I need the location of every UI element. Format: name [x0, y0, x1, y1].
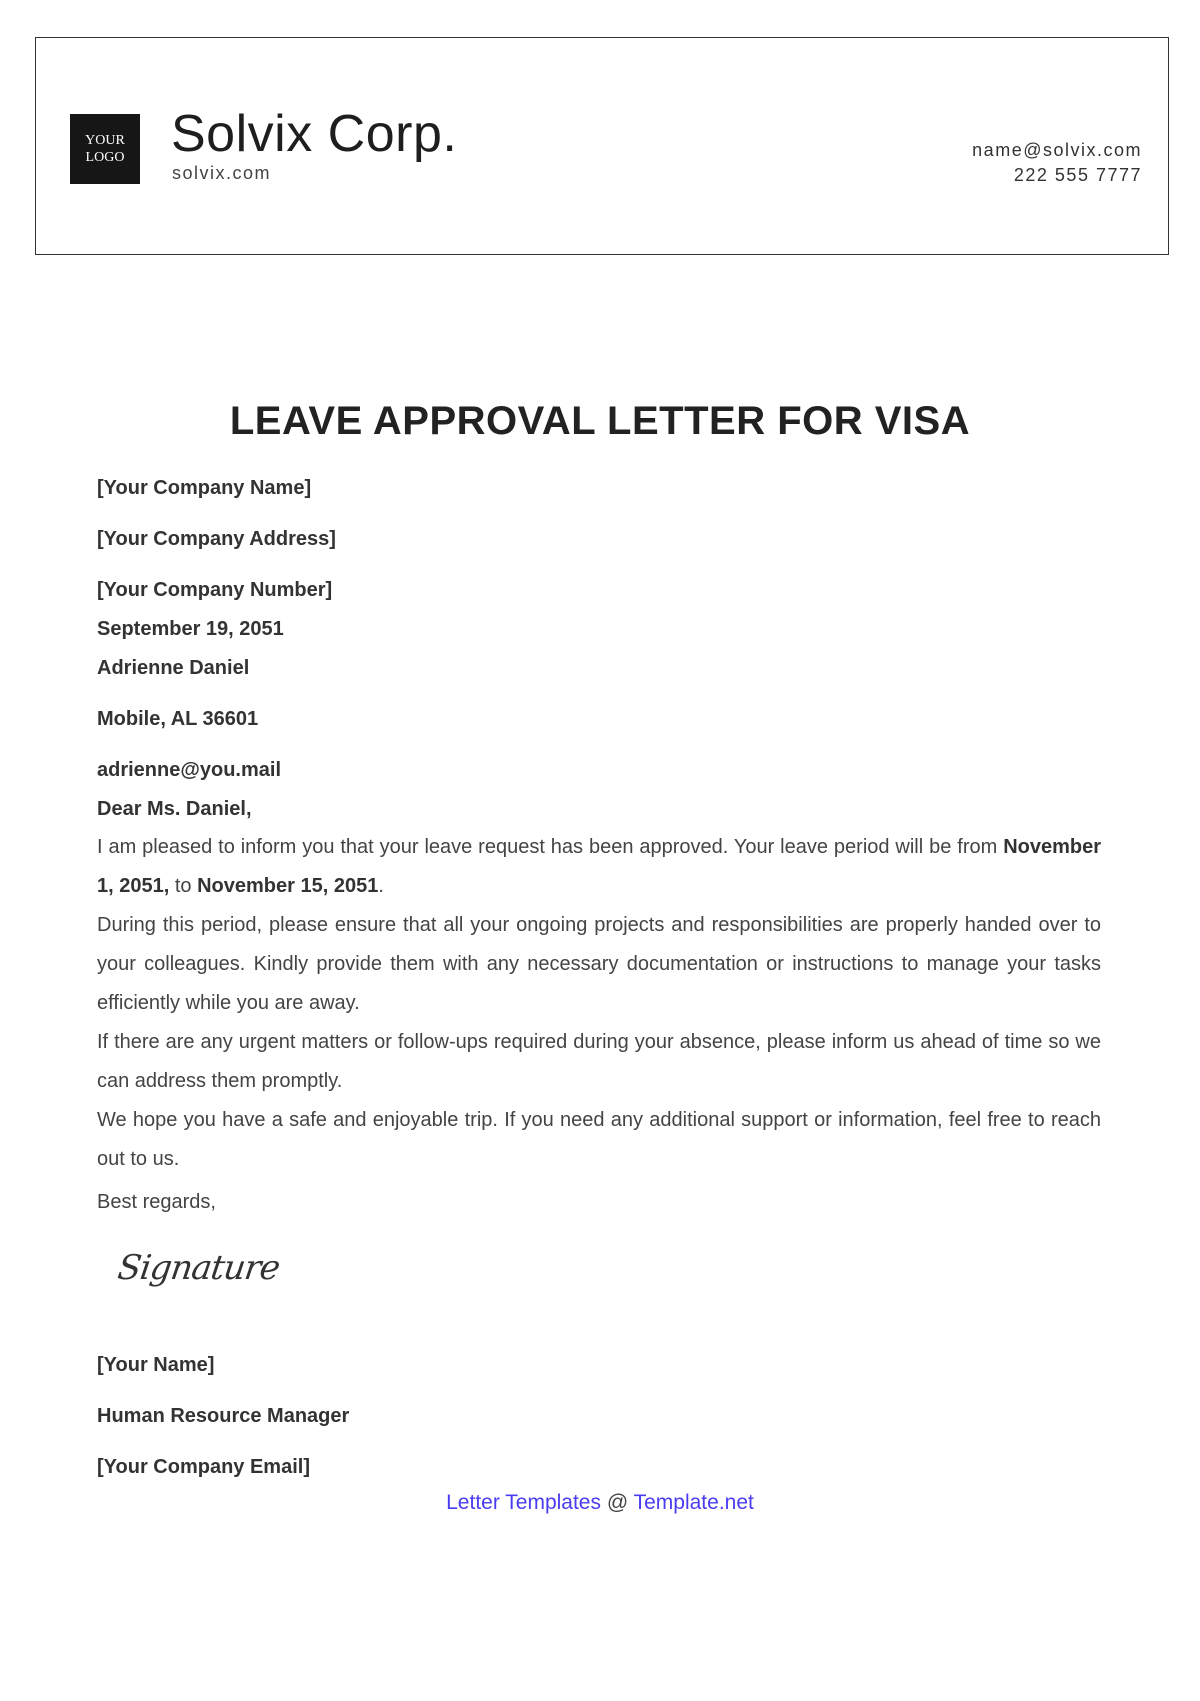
p1-text-a: I am pleased to inform you that your leave request has been approved. Your leave period will be from — [97, 836, 1004, 858]
recipient-email: adrienne@you.mail — [97, 759, 281, 781]
letterhead-contact — [972, 138, 1142, 188]
signoff-role: Human Resource Manager — [97, 1405, 350, 1427]
letterhead — [35, 37, 1169, 255]
sender-company-address: [Your Company Address] — [97, 528, 336, 550]
letter-title: LEAVE APPROVAL LETTER FOR VISA — [229, 399, 971, 443]
template-net-link[interactable]: Template.net — [633, 1491, 754, 1514]
company-logo — [70, 114, 140, 184]
footer-separator: @ — [601, 1491, 634, 1514]
signoff-email: [Your Company Email] — [97, 1456, 310, 1478]
footer-credit — [0, 1489, 1200, 1517]
p1-text-b: to — [169, 875, 198, 897]
recipient-city: Mobile, AL 36601 — [97, 708, 259, 730]
letter-templates-link[interactable]: Letter Templates — [446, 1491, 601, 1514]
company-website: solvix.com — [172, 163, 272, 183]
logo-text-line1: YOUR — [85, 133, 125, 148]
salutation: Dear Ms. Daniel, — [97, 798, 252, 820]
body-paragraph-2: During this period, please ensure that all your ongoing projects and responsibilities are properly handed over to your colleagues. Kindly provide them with any necessary documentation or instructions to manage your tasks efficiently while you are away. — [97, 914, 1101, 1014]
leave-end-date: November 15, 2051 — [197, 875, 379, 897]
company-name: Solvix Corp. — [171, 105, 458, 163]
letterhead-email: name@solvix.com — [972, 140, 1142, 160]
letterhead-phone: 222 555 7777 — [1013, 165, 1142, 185]
sender-company-number: [Your Company Number] — [97, 579, 333, 601]
letter-date: September 19, 2051 — [97, 618, 284, 640]
body-paragraph-4: We hope you have a safe and enjoyable trip. If you need any additional support or information, feel free to reach out to us. — [97, 1109, 1101, 1170]
signature: Signature — [115, 1248, 282, 1288]
sender-company-name: [Your Company Name] — [97, 477, 312, 499]
leave-start-date: November 1, 2051, — [97, 836, 1101, 897]
recipient-name: Adrienne Daniel — [97, 657, 250, 679]
closing: Best regards, — [97, 1191, 216, 1213]
signoff-name: [Your Name] — [97, 1354, 215, 1376]
body-paragraph-1 — [97, 828, 1101, 906]
p1-text-c: . — [378, 875, 384, 897]
body-paragraph-3: If there are any urgent matters or follow-ups required during your absence, please inform us ahead of time so we can address them promptly. — [97, 1031, 1101, 1092]
logo-text-line2: LOGO — [85, 150, 125, 165]
